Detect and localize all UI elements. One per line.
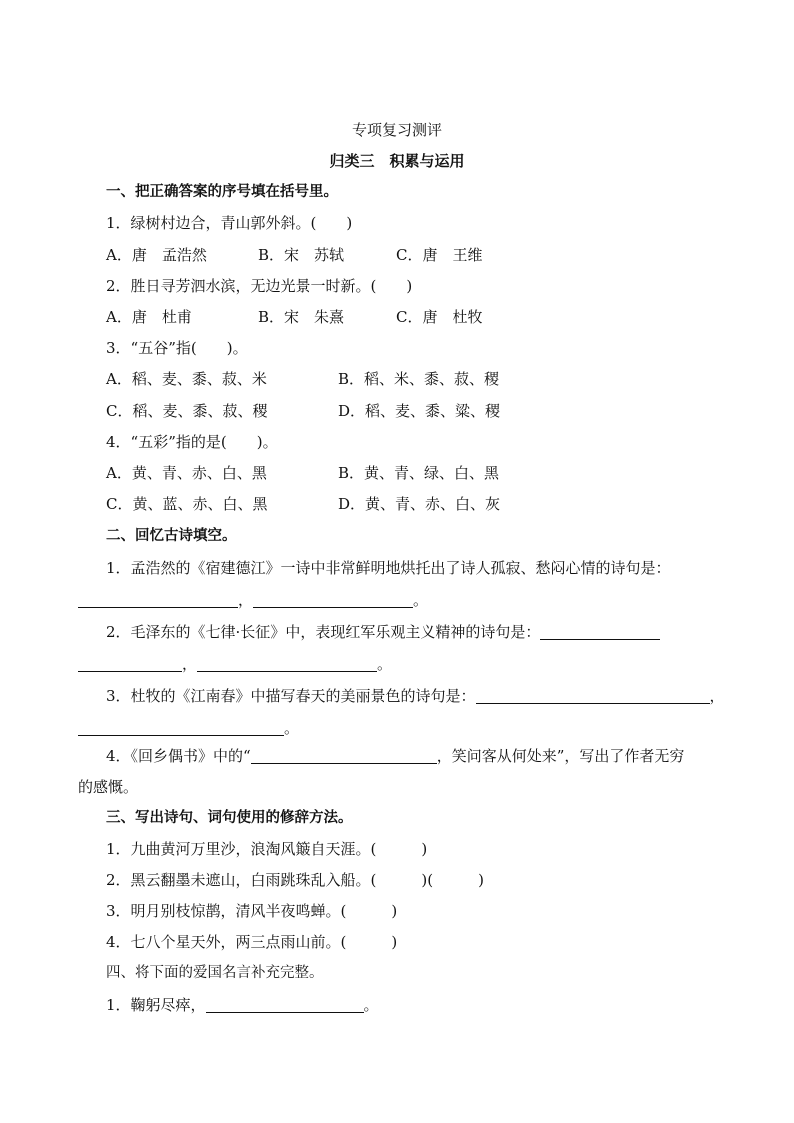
s1-q2-option-b: B．宋 朱熹 [258, 308, 345, 326]
s3-q3: 3．明月别枝惊鹊，清风半夜鸣蝉。( ) [106, 902, 398, 920]
s1-q4-option-b: B．黄、青、绿、白、黑 [338, 464, 500, 482]
s1-q3-option-c: C．稻、麦、黍、菽、稷 [106, 402, 268, 420]
s1-q3-stem: 3．“五谷”指( )。 [106, 339, 248, 357]
s1-q4-option-d: D．黄、青、赤、白、灰 [338, 495, 501, 513]
s2-q1-text: 1．孟浩然的《宿建德江》一诗中非常鲜明地烘托出了诗人孤寂、愁闷心情的诗句是： [106, 559, 671, 577]
s1-q3-option-b: B．稻、米、黍、菽、稷 [338, 370, 500, 388]
s3-q1: 1．九曲黄河万里沙，浪淘风簸自天涯。( ) [106, 840, 428, 858]
section-2-heading: 二、回忆古诗填空。 [106, 528, 237, 544]
answer-blank[interactable] [197, 655, 377, 672]
s1-q1-option-a: A．唐 孟浩然 [106, 246, 207, 264]
s3-q4: 4．七八个星天外，两三点雨山前。( ) [106, 933, 398, 951]
s1-q2-option-c: C．唐 杜牧 [396, 308, 483, 326]
s2-q4-line2: 的感慨。 [78, 778, 139, 796]
answer-blank[interactable] [251, 747, 437, 764]
page-subtitle: 归类三 积累与运用 [329, 152, 465, 170]
section-4-heading: 四、将下面的爱国名言补充完整。 [106, 965, 324, 981]
s1-q1-option-c: C．唐 王维 [396, 246, 483, 264]
s1-q4-stem: 4．“五彩”指的是( )。 [106, 433, 278, 451]
answer-blank[interactable] [206, 996, 364, 1013]
s2-q3-text-line: 3．杜牧的《江南春》中描写春天的美丽景色的诗句是： ， [106, 687, 725, 705]
s2-q2-text-line: 2．毛泽东的《七律·长征》中，表现红军乐观主义精神的诗句是： [106, 622, 660, 642]
s2-q4-text-line: 4．《回乡偶书》中的“ ，笑问客从何处来”，写出了作者无穷 [106, 747, 685, 765]
s1-q4-option-a: A．黄、青、赤、白、黑 [106, 464, 267, 482]
s2-q2-answer-line: ， 。 [78, 654, 392, 674]
section-3-heading: 三、写出诗句、词句使用的修辞方法。 [106, 810, 353, 826]
answer-blank[interactable] [78, 591, 238, 608]
answer-blank[interactable] [253, 591, 413, 608]
page-title: 专项复习测评 [351, 121, 442, 139]
s1-q1-stem: 1．绿树村边合，青山郭外斜。( ) [106, 214, 353, 232]
s3-q2: 2．黑云翻墨未遮山，白雨跳珠乱入船。( )( ) [106, 871, 484, 889]
answer-blank[interactable] [78, 655, 182, 672]
s1-q3-option-a: A．稻、麦、黍、菽、米 [106, 370, 267, 388]
answer-blank[interactable] [540, 623, 660, 640]
s1-q4-option-c: C．黄、蓝、赤、白、黑 [106, 495, 268, 513]
section-1-heading: 一、把正确答案的序号填在括号里。 [106, 184, 338, 200]
s4-q1-line: 1．鞠躬尽瘁， 。 [106, 996, 379, 1014]
s2-q1-answer-line: ， 。 [78, 590, 428, 610]
answer-blank[interactable] [476, 687, 710, 704]
s2-q3-answer-line: 。 [78, 718, 299, 738]
answer-blank[interactable] [78, 719, 284, 736]
s1-q2-option-a: A．唐 杜甫 [106, 308, 192, 326]
s1-q1-option-b: B．宋 苏轼 [258, 246, 345, 264]
s1-q2-stem: 2．胜日寻芳泗水滨，无边光景一时新。( ) [106, 277, 413, 295]
s1-q3-option-d: D．稻、麦、黍、粱、稷 [338, 402, 501, 420]
